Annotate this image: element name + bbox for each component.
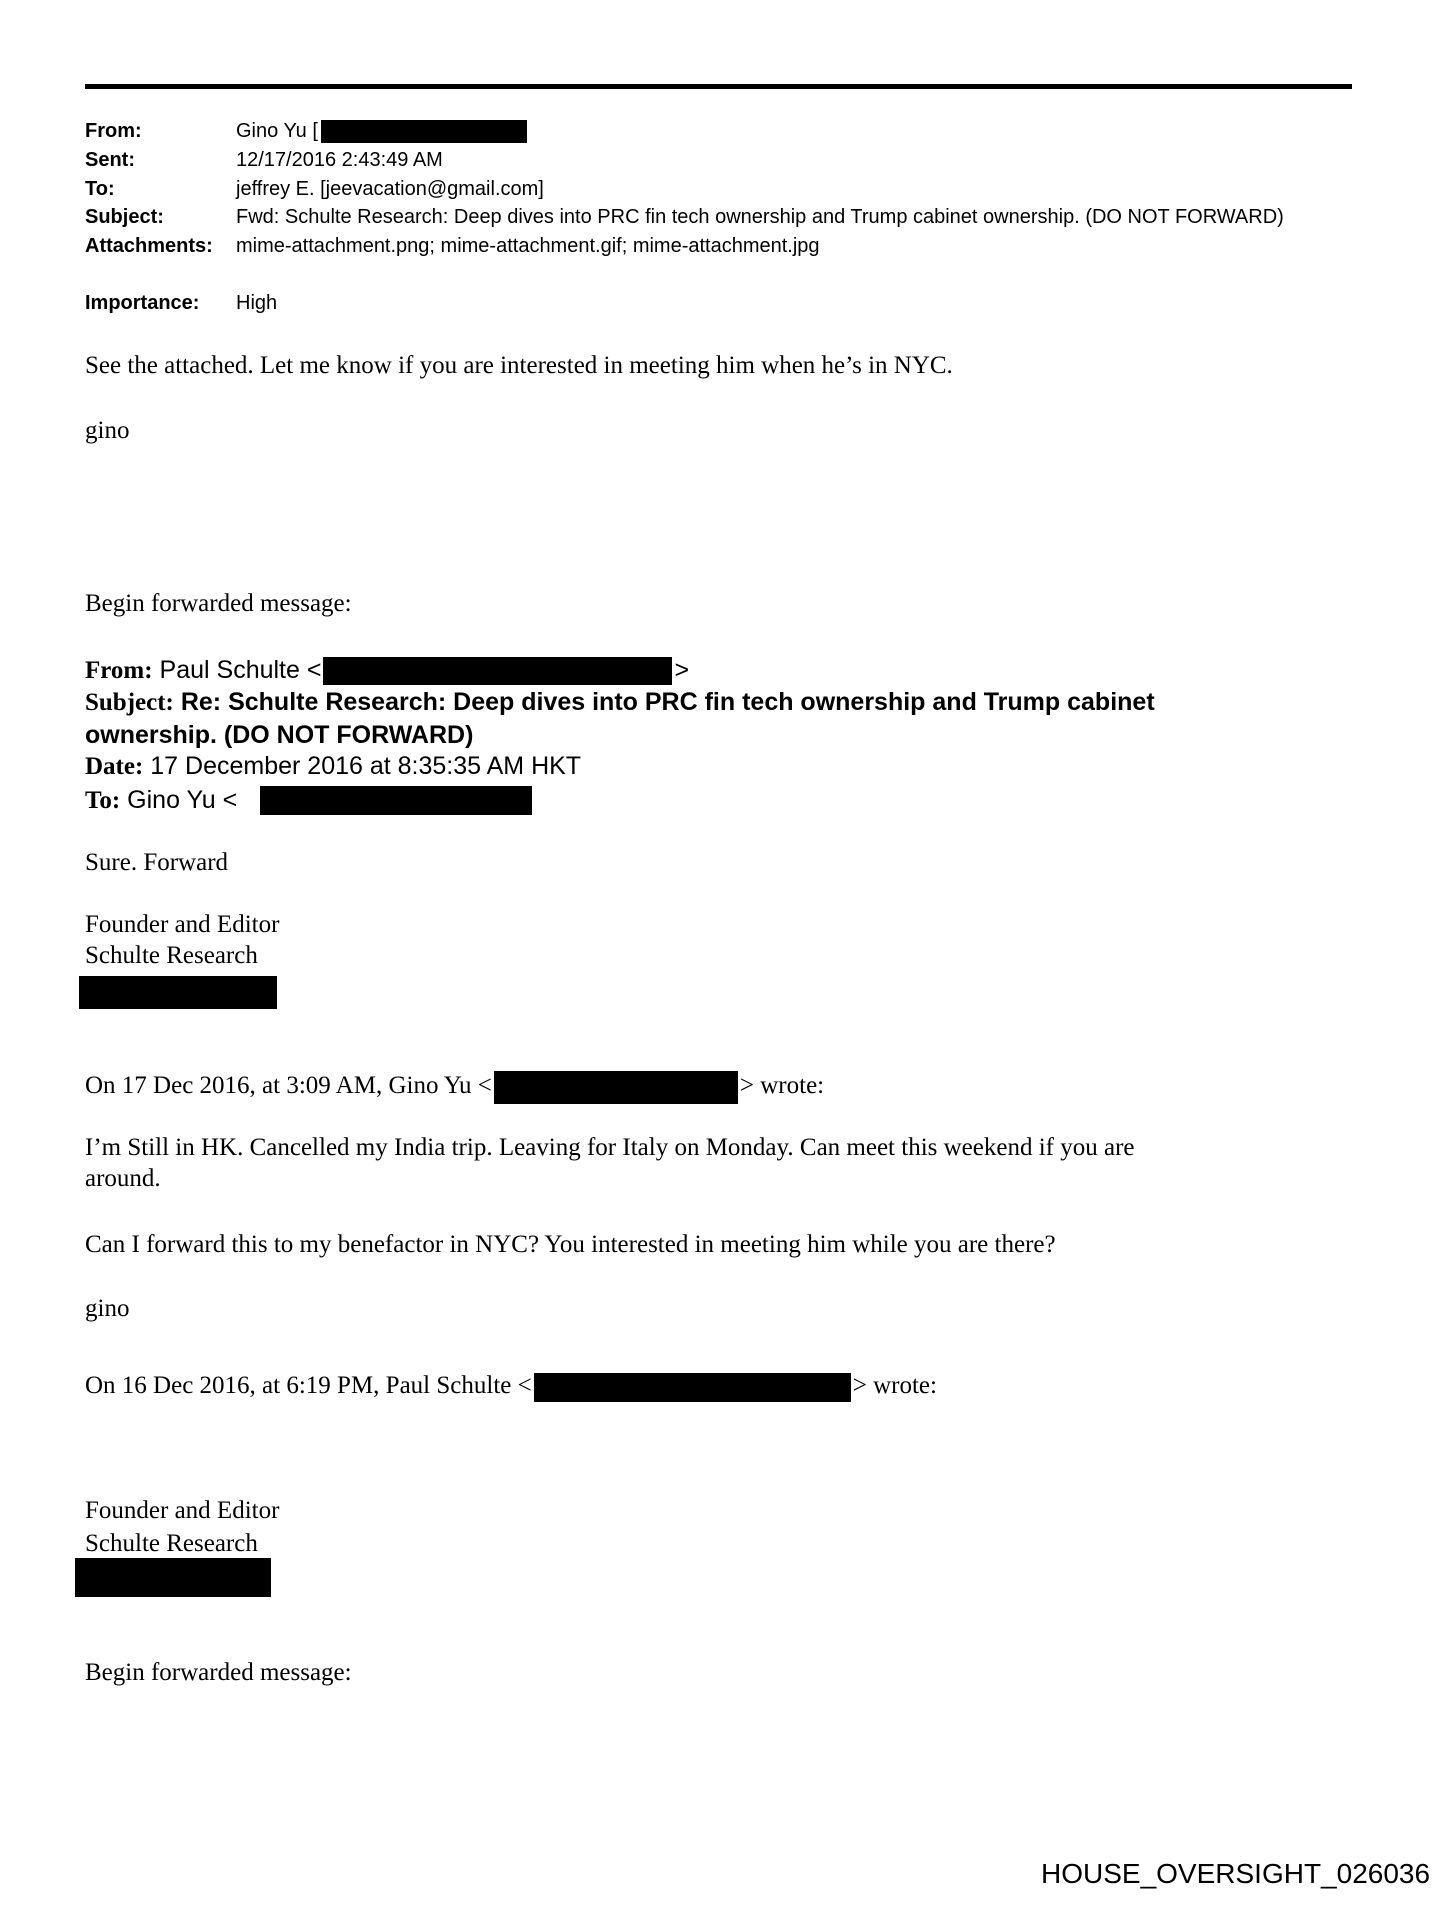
signature-title: Founder and Editor — [85, 911, 280, 938]
quote1-header-text: On 17 Dec 2016, at 3:09 AM, Gino Yu < — [85, 1072, 492, 1100]
fwd-subject-value: Re: Schulte Research: Deep dives into PRC fin tech ownership and Trump cabinet — [180, 688, 1155, 716]
fwd-to-label: To: — [85, 787, 121, 814]
header-from — [85, 119, 318, 143]
quote1-signature: gino — [85, 1295, 130, 1322]
bates-number: HOUSE_OVERSIGHT_026036 — [1041, 1858, 1431, 1889]
quote1-line: I’m Still in HK. Cancelled my India trip. Leaving for Italy on Monday. Can meet this weekend if you are — [85, 1134, 1135, 1161]
fwd-to — [85, 785, 237, 816]
begin-forwarded: Begin forwarded message: — [85, 590, 352, 617]
fwd-date-value: 17 December 2016 at 8:35:35 AM HKT — [150, 752, 582, 780]
from-value: Gino Yu [ — [236, 120, 318, 142]
header-to — [85, 177, 544, 201]
quote1-header-end: > wrote: — [739, 1072, 825, 1100]
redaction — [321, 120, 527, 143]
signature-org: Schulte Research — [85, 1530, 258, 1557]
from-label: From: — [85, 120, 142, 142]
begin-forwarded: Begin forwarded message: — [85, 1659, 352, 1686]
header-sent — [85, 148, 443, 172]
redaction — [260, 786, 532, 815]
importance-label: Importance: — [85, 292, 200, 314]
subject-label: Subject: — [85, 206, 164, 228]
quote1-header — [85, 1071, 824, 1104]
redaction — [494, 1071, 738, 1104]
redaction — [75, 1558, 271, 1597]
quote2-header — [85, 1371, 937, 1402]
quote2-header-text: On 16 Dec 2016, at 6:19 PM, Paul Schulte < — [85, 1372, 532, 1399]
signature: gino — [85, 417, 130, 444]
sent-value: 12/17/2016 2:43:49 AM — [236, 149, 443, 171]
importance-value: High — [236, 292, 278, 314]
fwd-from-label: From: — [85, 657, 153, 684]
fwd-from-close: > — [674, 656, 690, 684]
header-importance — [85, 291, 277, 315]
signature-title: Founder and Editor — [85, 1497, 280, 1524]
fwd-subject — [85, 687, 1155, 718]
attachments-label: Attachments: — [85, 235, 213, 257]
header-subject — [85, 205, 1284, 229]
fwd-date — [85, 751, 581, 782]
quote1-line: around. — [85, 1165, 161, 1192]
redaction — [323, 657, 672, 685]
attachments-value: mime-attachment.png; mime-attachment.gif; mime-attachment.jpg — [236, 235, 820, 257]
fwd-from-value: Paul Schulte < — [159, 656, 322, 684]
fwd-subject-cont: ownership. (DO NOT FORWARD) — [85, 721, 474, 749]
redaction — [534, 1373, 851, 1402]
fwd-subject-label: Subject: — [85, 689, 174, 716]
top-rule — [85, 84, 1352, 89]
reply-text: Sure. Forward — [85, 849, 229, 876]
fwd-from — [85, 655, 689, 686]
redaction — [79, 976, 277, 1009]
quote1-line: Can I forward this to my benefactor in NYC? You interested in meeting him while you are there? — [85, 1231, 1056, 1258]
fwd-to-value: Gino Yu < — [127, 786, 238, 814]
sent-label: Sent: — [85, 149, 135, 171]
fwd-date-label: Date: — [85, 753, 144, 780]
to-label: To: — [85, 178, 115, 200]
signature-org: Schulte Research — [85, 942, 258, 969]
quote2-header-end: > wrote: — [852, 1372, 937, 1399]
subject-value: Fwd: Schulte Research: Deep dives into PRC fin tech ownership and Trump cabinet ownership. (DO NOT FORWARD) — [236, 206, 1284, 228]
body-line: See the attached. Let me know if you are interested in meeting him when he’s in NYC. — [85, 352, 953, 379]
to-value: jeffrey E. [jeevacation@gmail.com] — [236, 178, 544, 200]
header-attachments — [85, 234, 820, 258]
